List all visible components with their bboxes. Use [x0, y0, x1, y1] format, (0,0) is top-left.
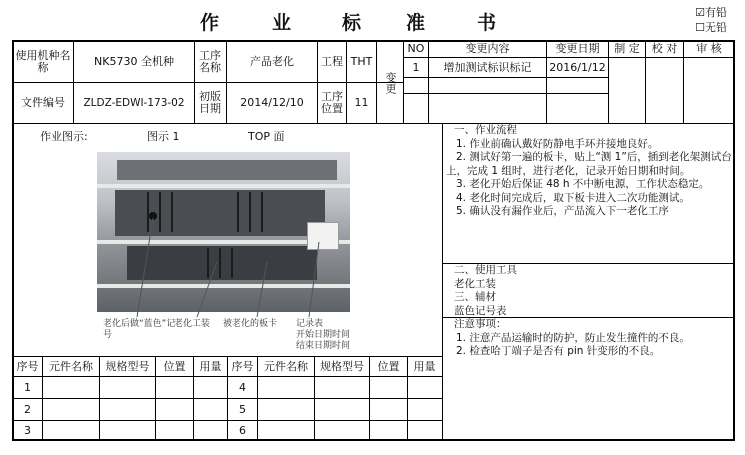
parts-row-seq: 3 [24, 423, 31, 437]
aux-title: 三、辅材 [454, 291, 496, 303]
notes-section [446, 318, 732, 359]
aux-value: 蓝色记号表 [454, 304, 507, 317]
change-col-no: NO [407, 42, 425, 55]
parts-col-name-2: 元件名称 [264, 359, 308, 373]
callout-aging-fixture: 老化工装 [174, 319, 211, 329]
change-col-date: 变更日期 [555, 42, 600, 55]
parts-row-seq: 4 [239, 380, 246, 394]
parts-col-position-2: 位置 [377, 359, 400, 373]
title-char: 业 [272, 12, 292, 34]
parts-col-qty-2: 用量 [413, 359, 436, 373]
tht-label: THT [350, 55, 373, 68]
parts-col-position: 位置 [163, 359, 186, 373]
flow-step-3: 3. 老化开始后保证 48 h 不中断电源，工作状态稳定。 [456, 178, 710, 190]
model-label: 使用机种名称 [15, 49, 71, 74]
callout-blue-mark: 老化后做“蓝色”记号 [103, 319, 176, 340]
title-char: 标 [342, 12, 362, 34]
parts-row-seq: 2 [24, 402, 31, 416]
lead-option-leadfree[interactable]: ☐无铅 [695, 21, 727, 34]
title-char: 准 [406, 12, 426, 34]
first-date-value: 2014/12/10 [240, 96, 304, 109]
change-row-no: 1 [412, 60, 420, 74]
callout-lines [97, 152, 350, 322]
change-row-date: 2016/1/12 [549, 60, 606, 74]
parts-row-seq: 1 [24, 380, 31, 394]
change-col-content: 变更内容 [465, 42, 510, 55]
title-char: 作 [200, 12, 220, 34]
change-label: 变更 [384, 71, 397, 94]
tools-section [446, 264, 732, 318]
engineering-label: 工程 [321, 55, 343, 68]
change-col-checker: 校 对 [651, 42, 678, 55]
tools-title: 二、使用工具 [454, 264, 517, 276]
doc-number-value: ZLDZ-EDWI-173-02 [83, 97, 185, 109]
callout-record-sheet: 记录表 开始日期时间 结束日期时间 [296, 319, 351, 351]
flow-step-1: 1. 作业前确认戴好防静电手环并接地良好。 [456, 137, 659, 150]
parts-col-qty: 用量 [199, 359, 222, 373]
notes-title: 注意事项： [454, 318, 507, 330]
title-char: 书 [477, 12, 497, 34]
change-col-approver: 审 核 [696, 42, 722, 55]
tools-value: 老化工装 [454, 277, 496, 290]
flow-section [446, 124, 732, 219]
figure-name: 图示 1 [147, 130, 180, 143]
doc-number-label: 文件编号 [21, 96, 65, 109]
figure-view: TOP 面 [248, 130, 285, 143]
model-value: NK5730 全机种 [94, 55, 174, 68]
parts-row-seq: 5 [239, 402, 246, 416]
process-name-value: 产品老化 [250, 55, 294, 68]
process-position-value: 11 [354, 96, 369, 109]
parts-col-seq: 序号 [16, 359, 39, 373]
process-name-label: 工序名称 [199, 49, 221, 74]
process-position-label: 工序位置 [321, 90, 343, 115]
lead-option-leaded[interactable]: ☑有铅 [695, 6, 727, 19]
figure-label: 作业图示: [40, 130, 88, 143]
change-col-author: 制 定 [614, 42, 640, 55]
callout-aged-card: 被老化的板卡 [223, 319, 278, 329]
parts-row-seq: 6 [239, 423, 246, 437]
change-row-content: 增加测试标识标记 [443, 60, 532, 74]
flow-step-5: 5. 确认没有漏作业后，产品流入下一老化工序 [456, 205, 669, 217]
parts-col-spec-2: 规格型号 [320, 359, 364, 373]
parts-col-seq-2: 序号 [231, 359, 254, 373]
flow-title: 一、作业流程 [454, 124, 517, 136]
flow-step-2: 2. 测试好第一遍的板卡，贴上“测 1”后，插到老化架测试台上，完成 1 组时，进行老化，记录开始日期和时间。 [446, 151, 732, 177]
parts-col-name: 元件名称 [49, 359, 93, 373]
parts-col-spec: 规格型号 [105, 359, 150, 373]
note-1: 1. 注意产品运输时的防护，防止发生撞件的不良。 [456, 331, 690, 344]
note-2: 2. 检查哈丁端子是否有 pin 针变形的不良。 [456, 345, 661, 357]
flow-step-4: 4. 老化时间完成后，取下板卡进入二次功能测试。 [456, 191, 690, 204]
first-date-label: 初版日期 [199, 90, 221, 115]
